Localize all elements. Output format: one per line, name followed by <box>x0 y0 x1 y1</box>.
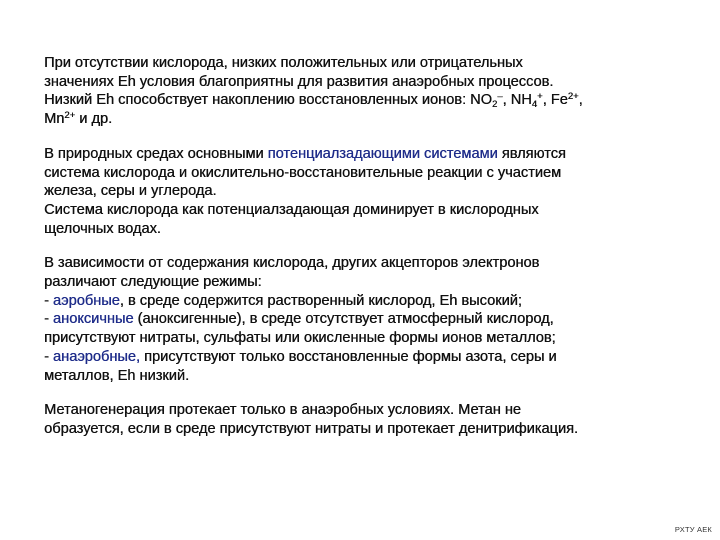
text-fragment: Mn <box>44 111 65 128</box>
text-fragment: Низкий Eh способствует накоплению восстановленных ионов: NO <box>44 92 492 109</box>
superscript: 2+ <box>567 91 579 103</box>
text-line: При отсутствии кислорода, низких положительных или отрицательных <box>44 55 523 71</box>
text-line <box>44 145 704 164</box>
text-fragment: , NH <box>502 92 532 109</box>
paragraph-potential-systems <box>44 145 704 239</box>
text-line: В зависимости от содержания кислорода, других акцепторов электронов <box>44 255 540 272</box>
text-line: железа, серы и углерода. <box>44 183 217 200</box>
text-line-reduced-ions <box>44 91 704 110</box>
text-line <box>44 110 704 129</box>
footer-label: РХТУ АЕК <box>674 525 712 534</box>
text-fragment: и др. <box>75 111 113 128</box>
text-line: щелочных водах. <box>44 220 161 237</box>
list-dash: - <box>44 311 53 328</box>
slide-body <box>44 54 704 439</box>
superscript: 2+ <box>64 110 76 122</box>
highlighted-term: аэробные <box>52 292 120 309</box>
text-fragment: (аноксигенные), в среде отсутствует атмосферный кислород, <box>133 311 554 328</box>
subscript: 4 <box>531 99 538 111</box>
list-item-anoxic <box>44 310 704 329</box>
text-line: Метаногенерация протекает только в анаэробных условиях. Метан не <box>44 402 521 419</box>
list-item-aerobic <box>44 292 704 311</box>
text-fragment: , в среде содержится растворенный кислород, Eh высокий; <box>119 292 522 309</box>
list-dash: - <box>44 292 53 309</box>
highlighted-term: анаэробные, <box>52 348 140 365</box>
text-line: различают следующие режимы: <box>44 274 262 291</box>
superscript: + <box>537 91 543 103</box>
superscript: – <box>497 91 503 103</box>
text-fragment: В природных средах основными <box>44 145 268 162</box>
text-fragment: , <box>578 92 583 109</box>
text-line: металлов, Eh низкий. <box>44 367 190 384</box>
text-line: система кислорода и окислительно-восстановительные реакции с участием <box>44 164 562 181</box>
text-fragment: , Fe <box>542 92 568 109</box>
paragraph-regimes <box>44 254 704 385</box>
text-line: присутствуют нитраты, сульфаты или окисленные формы ионов металлов; <box>44 330 556 347</box>
text-line: образуется, если в среде присутствуют нитраты и протекает денитрификация. <box>44 420 578 437</box>
paragraph-methanogenesis <box>44 401 704 438</box>
text-fragment: присутствуют только восстановленные формы азота, серы и <box>139 348 557 365</box>
text-line: значениях Eh условия благоприятны для развития анаэробных процессов. <box>44 73 554 90</box>
highlighted-term: потенциалзадающими системами <box>267 145 498 162</box>
subscript: 2 <box>491 99 498 111</box>
highlighted-term: аноксичные <box>52 311 134 328</box>
list-dash: - <box>44 348 53 365</box>
text-line: Система кислорода как потенциалзадающая доминирует в кислородных <box>44 201 539 218</box>
paragraph-anaerobic-conditions <box>44 54 704 129</box>
text-fragment: являются <box>497 145 566 162</box>
list-item-anaerobic <box>44 348 704 367</box>
